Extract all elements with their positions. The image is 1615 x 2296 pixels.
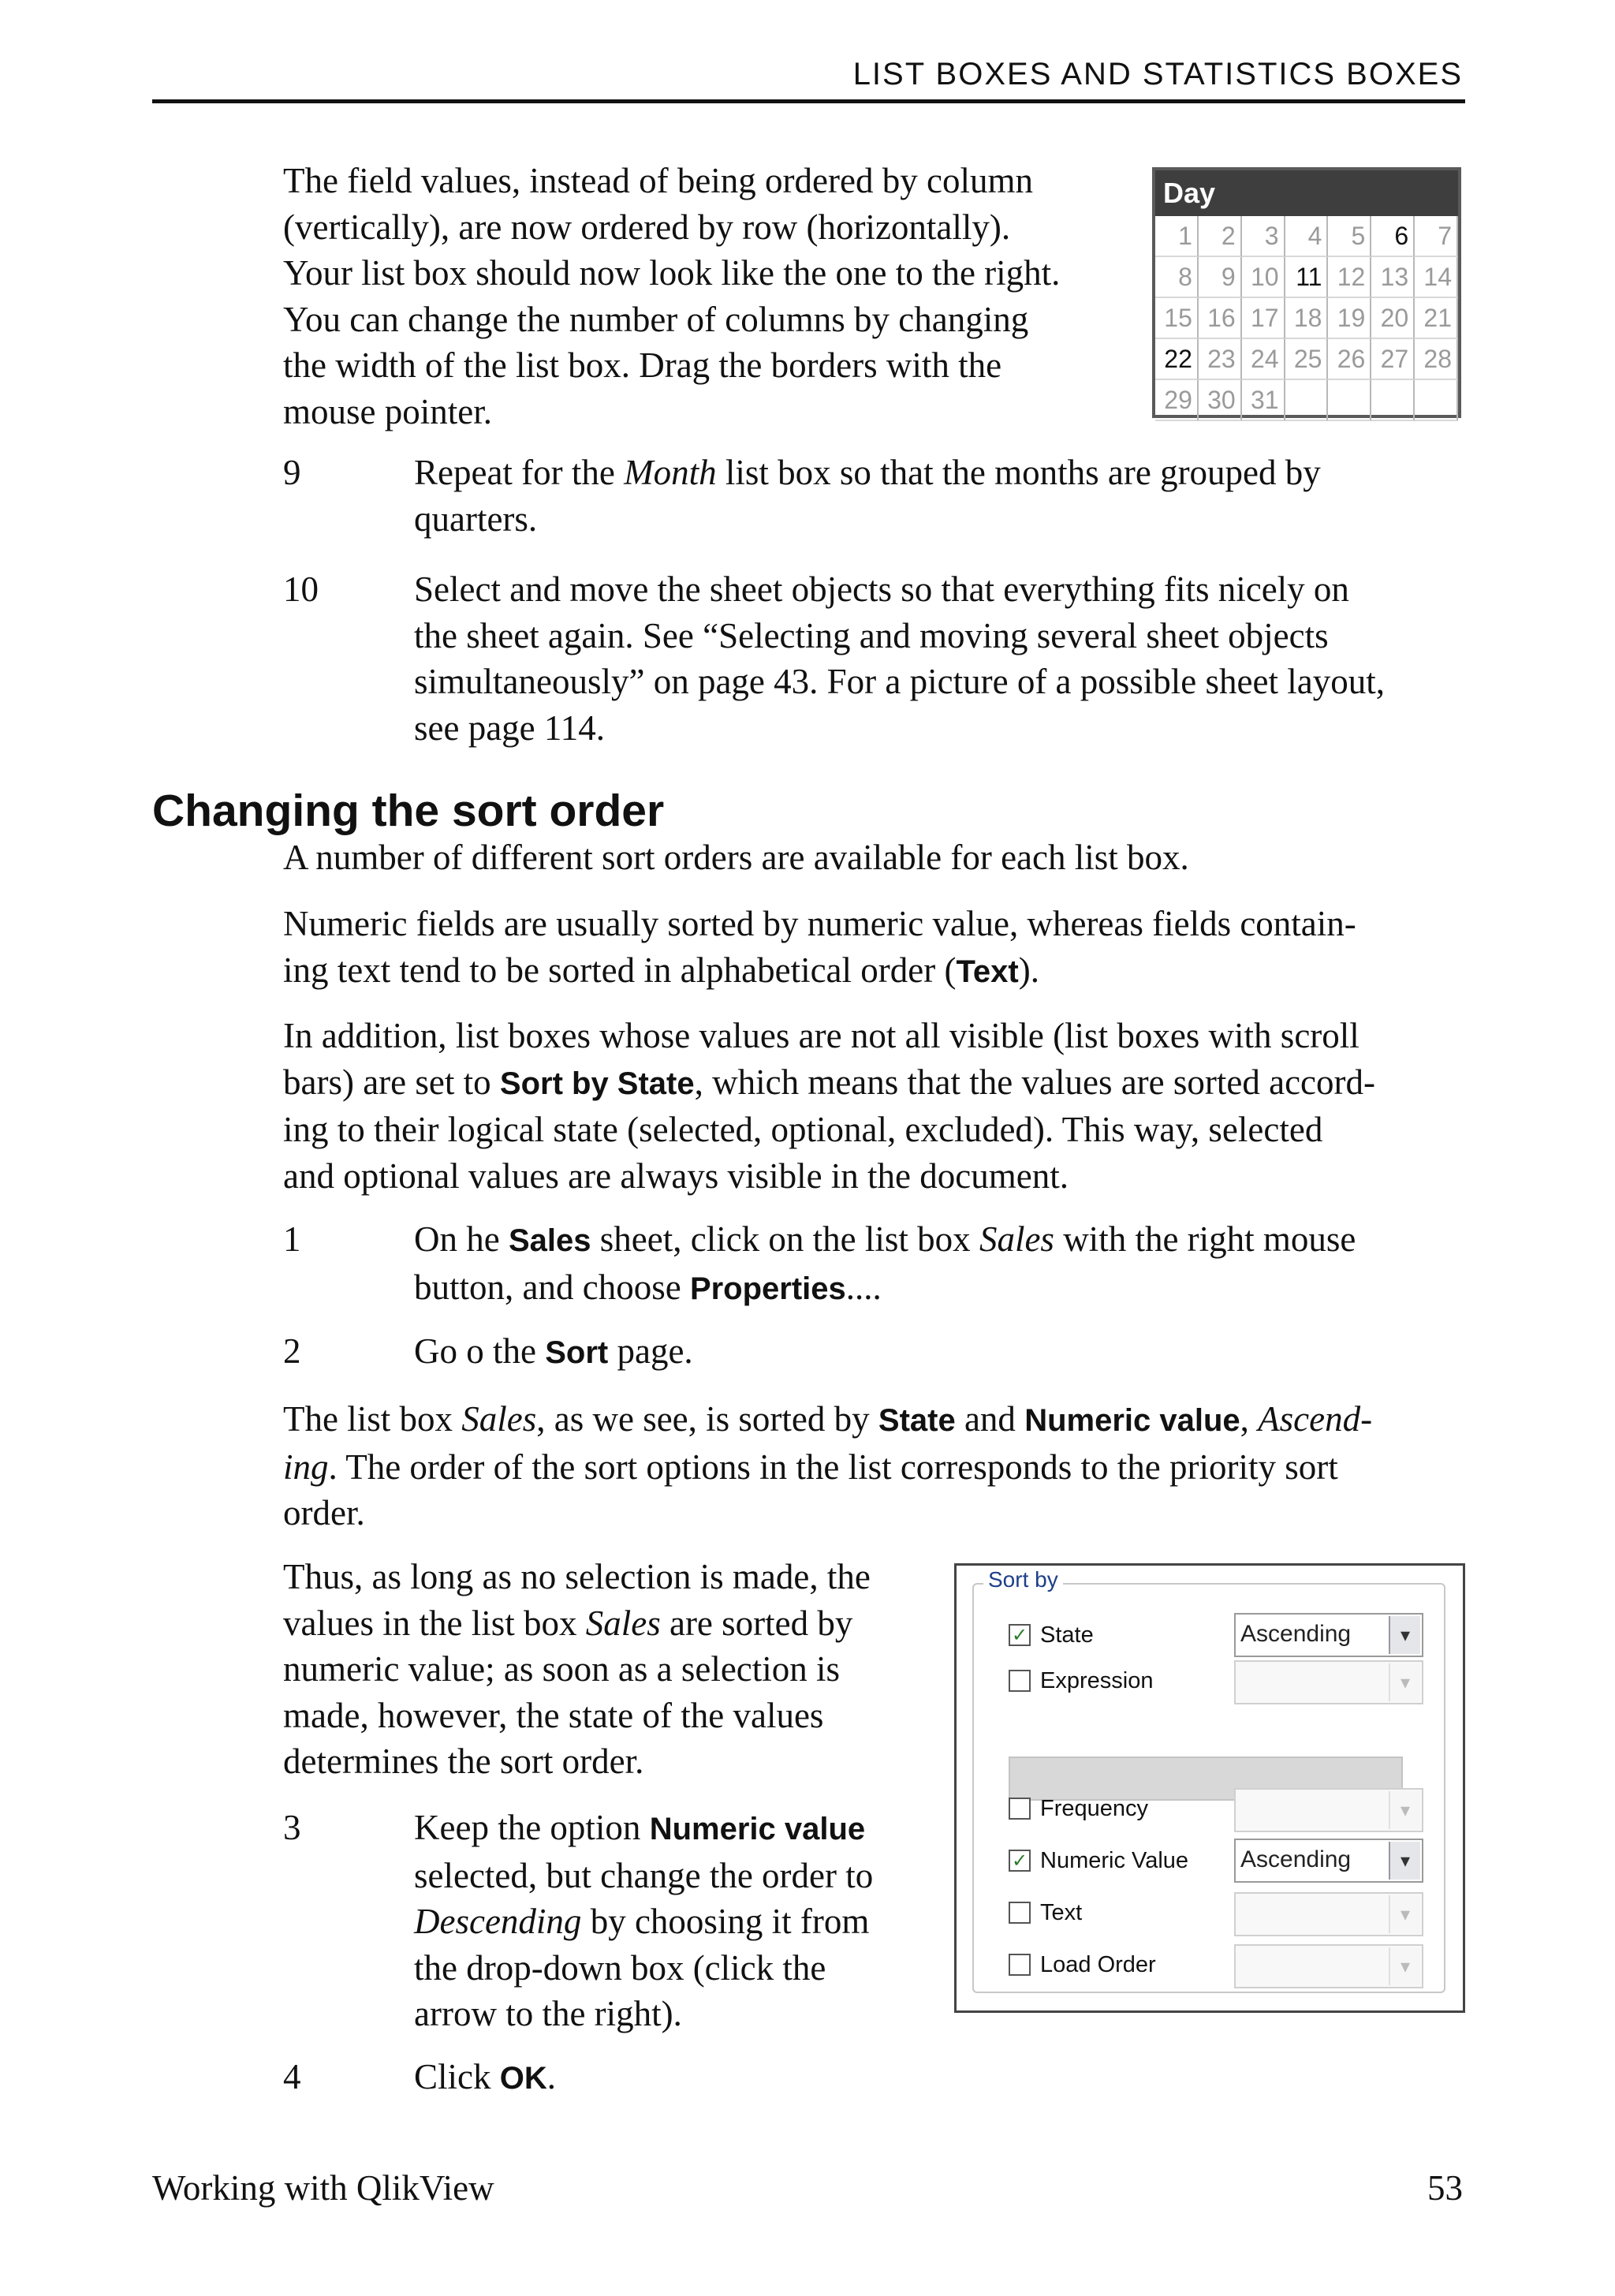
section-paragraph-3 [283,1013,1466,1199]
day-value-cell[interactable]: 20 [1371,298,1415,339]
state-checkbox[interactable] [1009,1624,1031,1646]
text-line: Descending by choosing it from [414,1902,870,1941]
day-value-cell[interactable]: 30 [1199,380,1242,421]
day-value-cell[interactable]: 23 [1199,339,1242,380]
day-value-cell[interactable]: 14 [1415,257,1458,298]
day-value-cell[interactable]: 7 [1415,216,1458,257]
step-number: 9 [283,453,301,492]
text-line: selected, but change the order to [414,1855,874,1895]
step-2-text: Go o the Sort page. [414,1331,693,1371]
day-value-cell[interactable]: 31 [1242,380,1285,421]
text-line: bars) are set to Sort by State, which means that the values are sorted accord- [283,1062,1376,1102]
step-4-text: Click OK. [414,2057,556,2096]
day-value-cell[interactable]: 28 [1415,339,1458,380]
day-value-cell[interactable]: 13 [1371,257,1415,298]
numeric-value-label: Numeric Value [1040,1848,1189,1873]
section-heading: Changing the sort order [152,786,665,836]
day-value-cell[interactable]: 8 [1155,257,1199,298]
step-number: 10 [283,569,319,609]
text-line: Keep the option Numeric value [414,1808,866,1847]
day-value-cell[interactable]: 15 [1155,298,1199,339]
check-icon: ✓ [1011,1624,1028,1646]
section-paragraph-1: A number of different sort orders are available for each list box. [283,838,1189,877]
text-line: button, and choose Properties.... [414,1267,882,1307]
month-italic: Month [624,453,717,492]
sort-by-legend: Sort by [983,1567,1063,1592]
numeric-value-checkbox[interactable] [1009,1850,1031,1872]
chevron-down-icon[interactable]: ▾ [1389,1842,1420,1880]
thus-paragraph [283,1554,930,1785]
text-line: ing text tend to be sorted in alphabetical order (Text). [283,950,1039,990]
day-value-cell[interactable]: 2 [1199,216,1242,257]
text-line: ing. The order of the sort options in the list corresponds to the priority sort [283,1447,1338,1487]
state-label: State [1040,1622,1094,1648]
numeric-value-order-select[interactable]: Ascending ▾ [1234,1839,1423,1883]
text-line: The list box Sales, as we see, is sorted by State and Numeric value, Ascend- [283,1399,1373,1439]
page-number: 53 [1427,2168,1463,2208]
footer-title: Working with QlikView [152,2168,494,2208]
list-box-paragraph [283,1396,1466,1536]
day-listbox [1152,167,1461,418]
day-value-cell[interactable]: 12 [1328,257,1371,298]
text-line: and optional values are always visible in the document. [283,1155,1069,1196]
chevron-down-icon[interactable]: ▾ [1389,1895,1420,1933]
load-order-order-select[interactable] [1234,1944,1423,1988]
day-value-cell[interactable]: 24 [1242,339,1285,380]
text-line: see page 114. [414,707,605,748]
sort-by-panel [954,1563,1465,2013]
text-line: the sheet again. See “Selecting and moving several sheet objects [414,615,1329,655]
text-line: mouse pointer. [283,391,492,431]
expression-checkbox[interactable] [1009,1670,1031,1692]
day-value-cell[interactable]: 9 [1199,257,1242,298]
running-head: LIST BOXES AND STATISTICS BOXES [852,57,1463,91]
text-line: Thus, as long as no selection is made, the [283,1557,871,1596]
text-line: Numeric fields are usually sorted by numeric value, whereas fields contain- [283,904,1356,943]
day-value-cell[interactable]: 22 [1155,339,1199,380]
text-line: made, however, the state of the values [283,1695,824,1735]
day-value-cell[interactable]: 1 [1155,216,1199,257]
text-line: Select and move the sheet objects so that everything fits nicely on [414,569,1349,609]
text-label: Text [1040,1900,1083,1925]
day-listbox-grid [1155,216,1458,421]
day-value-cell[interactable]: 26 [1328,339,1371,380]
text-line: The field values, instead of being ordered by column [283,161,1033,200]
frequency-checkbox[interactable] [1009,1798,1031,1820]
text-line: simultaneously” on page 43. For a picture of a possible sheet layout, [414,662,1385,701]
text-line: determines the sort order. [283,1742,644,1781]
day-value-cell[interactable]: 19 [1328,298,1371,339]
text-line: the drop-down box (click the [414,1947,826,1988]
text-line: In addition, list boxes whose values are not all visible (list boxes with scroll [283,1016,1360,1055]
step-number: 2 [283,1331,301,1371]
text-option-label: Text [956,954,1019,989]
text-line: ing to their logical state (selected, optional, excluded). This way, selected [283,1110,1323,1149]
chevron-down-icon[interactable]: ▾ [1389,1663,1420,1701]
expression-order-select[interactable] [1234,1660,1423,1704]
day-value-cell[interactable]: 17 [1242,298,1285,339]
chevron-down-icon[interactable]: ▾ [1389,1947,1420,1985]
frequency-order-select[interactable] [1234,1788,1423,1832]
day-value-cell[interactable]: 6 [1371,216,1415,257]
step-10-text [414,566,1471,751]
step-3-text [414,1805,934,2037]
text-line: On he Sales sheet, click on the list box Sales with the right mouse [414,1219,1356,1259]
chevron-down-icon[interactable]: ▾ [1389,1791,1420,1829]
step-9-text [414,450,1471,542]
day-empty-cell [1328,380,1371,421]
day-value-cell[interactable]: 4 [1285,216,1329,257]
day-value-cell[interactable]: 18 [1285,298,1329,339]
step-number: 4 [283,2057,301,2096]
frequency-label: Frequency [1040,1796,1149,1821]
text-line: values in the list box Sales are sorted by [283,1603,853,1643]
load-order-checkbox[interactable] [1009,1954,1031,1976]
day-value-cell[interactable]: 16 [1199,298,1242,339]
day-value-cell[interactable]: 21 [1415,298,1458,339]
text-line: order. [283,1493,365,1533]
day-listbox-title: Day [1155,170,1458,216]
expression-label: Expression [1040,1668,1154,1693]
text-checkbox[interactable] [1009,1902,1031,1924]
text-line: Your list box should now look like the one to the right. [283,253,1061,293]
text-line: quarters. [414,498,538,539]
text-line: arrow to the right). [414,1994,682,2033]
day-empty-cell [1371,380,1415,421]
step-1-text [414,1216,1471,1312]
step-number: 1 [283,1219,301,1259]
text-order-select[interactable] [1234,1892,1423,1936]
day-value-cell[interactable]: 25 [1285,339,1329,380]
day-value-cell[interactable]: 29 [1155,380,1199,421]
intro-paragraph [283,158,1127,435]
day-value-cell[interactable]: 27 [1371,339,1415,380]
day-empty-cell [1415,380,1458,421]
state-order-select[interactable]: Ascending ▾ [1234,1613,1423,1657]
text-line: numeric value; as soon as a selection is [283,1649,841,1689]
day-value-cell[interactable]: 3 [1242,216,1285,257]
day-value-cell[interactable]: 5 [1328,216,1371,257]
chevron-down-icon[interactable]: ▾ [1389,1616,1420,1654]
sort-by-state-label: Sort by State [499,1066,695,1101]
sort-by-group [972,1567,1445,1993]
text-line: Repeat for the Month list box so that the months are grouped by [414,453,1321,492]
text-line: (vertically), are now ordered by row (horizontally). [283,207,1011,247]
load-order-label: Load Order [1040,1952,1156,1977]
day-value-cell[interactable]: 10 [1242,257,1285,298]
day-empty-cell [1285,380,1329,421]
step-number: 3 [283,1808,301,1847]
check-icon: ✓ [1011,1850,1028,1872]
section-paragraph-2 [283,901,1466,995]
day-value-cell[interactable]: 11 [1285,257,1329,298]
text-line: the width of the list box. Drag the borders with the [283,345,1002,385]
header-rule [152,99,1465,103]
text-line: You can change the number of columns by changing [283,299,1029,339]
